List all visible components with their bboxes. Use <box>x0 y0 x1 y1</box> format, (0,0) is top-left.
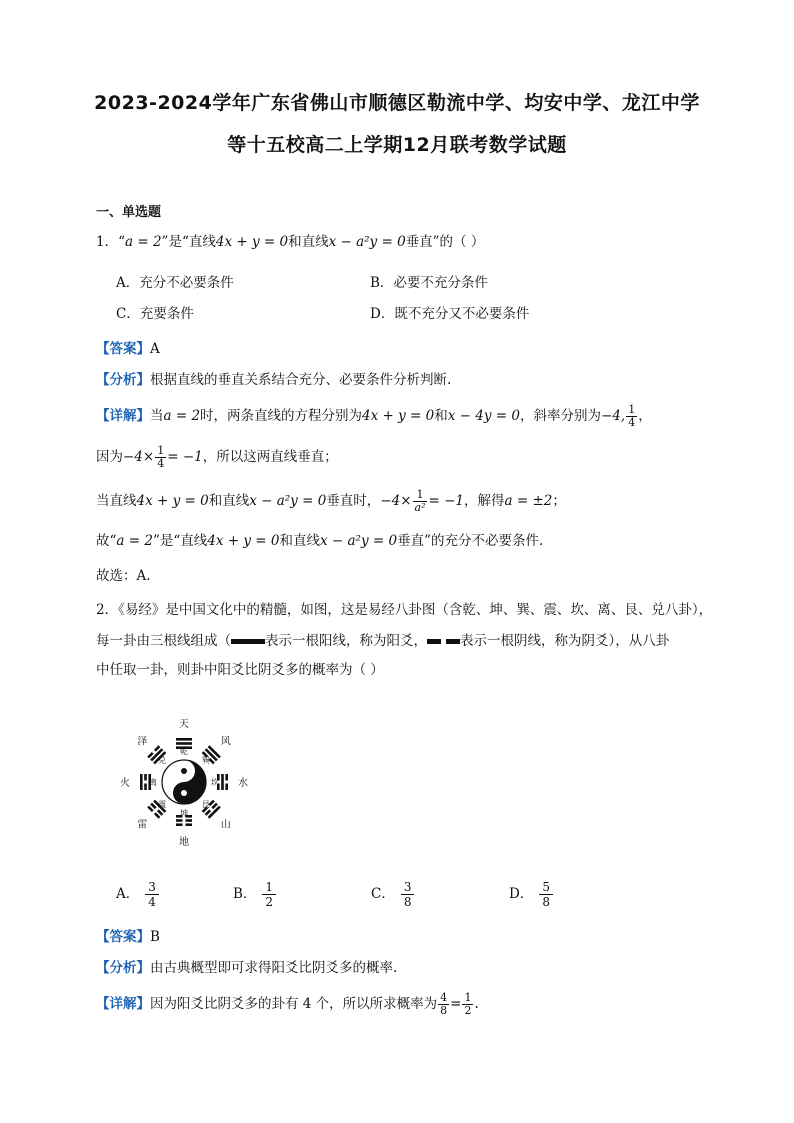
trigram-nature-label: 雷 <box>137 819 148 831</box>
math: = −1 <box>428 493 464 509</box>
q1-choose: 故选：A. <box>96 568 151 584</box>
math: −4, <box>600 408 626 424</box>
fraction <box>462 992 473 1017</box>
q1-detail-line1 <box>96 404 652 429</box>
fraction-num: 1 <box>262 880 276 895</box>
text: 当直线 <box>96 493 137 509</box>
fraction <box>413 489 428 514</box>
q2-option-b <box>233 880 276 909</box>
option-label: B． <box>233 886 257 902</box>
yin-line-right-icon <box>446 639 460 644</box>
yin-bar <box>186 819 193 822</box>
yang-bar <box>176 742 192 745</box>
fraction-den: 8 <box>542 895 550 909</box>
math: 4x + y = 0 <box>136 493 209 509</box>
trigram-name-label: 巽 <box>201 756 210 766</box>
q1-answer <box>96 339 160 359</box>
q2-stem-line1: 2．《易经》是中国文化中的精髓，如图，这是易经八卦图（含乾、坤、巽、震、坎、离、艮、兑八卦）， <box>96 602 713 618</box>
q1-detail-line3 <box>96 489 566 514</box>
yang-bar <box>221 774 224 790</box>
fraction-num: 1 <box>464 991 472 1004</box>
q2-analysis <box>96 958 397 978</box>
fraction <box>438 992 449 1017</box>
trigram-name-label: 震 <box>158 799 167 809</box>
text: ”是“直线 <box>152 533 208 549</box>
option-label: C． <box>371 886 395 902</box>
text: 因为 <box>96 449 123 465</box>
trigram-nature-label: 风 <box>220 736 231 748</box>
text: 时，两条直线的方程分别为 <box>200 408 363 424</box>
trigram-name-label: 乾 <box>180 747 188 756</box>
math: 4x + y = 0 <box>362 408 435 424</box>
text: ，斜率分别为 <box>519 408 601 424</box>
q1-detail-line4 <box>96 531 543 551</box>
q1-analysis <box>96 370 451 390</box>
math: x − a²y = 0 <box>319 533 398 549</box>
option-fraction <box>145 880 159 909</box>
option-fraction <box>262 880 276 909</box>
yin-bar <box>144 784 147 791</box>
trigram-name-label: 离 <box>149 778 157 787</box>
fraction-num: 1 <box>628 403 636 416</box>
analysis-tag: 【分析】 <box>96 372 150 388</box>
analysis-tag: 【分析】 <box>96 960 150 976</box>
doc-title-line2: 等十五校高二上学期12月联考数学试题 <box>227 134 567 156</box>
yin-bar <box>186 823 193 826</box>
fraction-num: 5 <box>539 880 553 895</box>
option-fraction <box>401 880 415 909</box>
math: x − a²y = 0 <box>249 493 327 509</box>
text: ，解得 <box>464 493 505 509</box>
text: . <box>474 996 479 1012</box>
fraction-num: 3 <box>401 880 415 895</box>
q2-option-a <box>116 880 159 909</box>
q1-stem-math: a = 2 <box>125 234 162 250</box>
bagua-diagram <box>120 706 258 854</box>
q2-stem-line2 <box>96 631 669 651</box>
q1-option-c: C．充要条件 <box>116 306 194 322</box>
text: = <box>450 996 462 1012</box>
trigram-nature-label: 泽 <box>137 736 148 748</box>
text: 垂直时， <box>326 493 381 509</box>
answer-value: A <box>150 341 160 357</box>
q1-stem-text: ”是“直线 <box>161 234 216 250</box>
doc-title-line1: 2023-2024学年广东省佛山市顺德区勒流中学、均安中学、龙江中学 <box>94 92 700 114</box>
trigram-nature-label: 火 <box>120 778 130 789</box>
math: = −1 <box>167 449 203 465</box>
fraction-num: 4 <box>440 991 448 1004</box>
q1-stem-text: 1．“ <box>96 234 125 250</box>
text: 故“ <box>96 533 117 549</box>
yang-bar <box>140 774 143 790</box>
trigram-nature-label: 天 <box>179 719 189 730</box>
q2-stem-line3: 中任取一卦，则卦中阳爻比阴爻多的概率为（ ） <box>96 662 384 678</box>
text: 垂直”的充分不必要条件. <box>397 533 544 549</box>
yang-line-icon <box>231 639 265 644</box>
detail-tag: 【详解】 <box>96 408 150 424</box>
answer-tag: 【答案】 <box>96 929 150 945</box>
text: 表示一根阴线，称为阴爻），从八卦 <box>460 633 670 649</box>
fraction-den: 4 <box>628 416 636 429</box>
yin-line-left-icon <box>427 639 441 644</box>
text: ，所以这两直线垂直； <box>202 449 338 465</box>
text: ； <box>552 493 566 509</box>
trigram-nature-label: 山 <box>220 819 231 831</box>
fraction-den: 8 <box>440 1004 448 1017</box>
fraction <box>155 445 166 470</box>
text: 因为阳爻比阴爻多的卦有 4 个，所以所求概率为 <box>150 996 438 1012</box>
fraction <box>626 404 637 429</box>
analysis-text: 根据直线的垂直关系结合充分、必要条件分析判断. <box>150 372 452 388</box>
yin-bar <box>176 819 183 822</box>
trigram-name-label: 兑 <box>158 756 167 766</box>
fraction-den: a² <box>414 501 426 514</box>
text: 当 <box>150 408 164 424</box>
math: −4× <box>380 493 412 509</box>
fraction-num: 1 <box>413 489 428 502</box>
taiji-dot-dark <box>181 768 187 774</box>
math: a = 2 <box>116 533 153 549</box>
fraction-den: 8 <box>403 895 412 909</box>
text: ， <box>638 408 652 424</box>
trigram-name-label: 坎 <box>211 778 219 787</box>
fraction-den: 2 <box>464 1004 472 1017</box>
math: x − 4y = 0 <box>447 408 520 424</box>
q2-detail <box>96 992 479 1017</box>
taiji-symbol <box>162 760 206 804</box>
option-label: A． <box>116 886 140 902</box>
q1-stem <box>96 232 484 252</box>
fraction-num: 3 <box>145 880 159 895</box>
yin-bar <box>144 774 147 781</box>
q1-detail-line2 <box>96 445 338 470</box>
yin-bar <box>225 784 228 791</box>
fraction-num: 1 <box>157 444 165 457</box>
text: 表示一根阳线，称为阳爻， <box>265 633 427 649</box>
q1-option-b: B．必要不充分条件 <box>370 275 488 291</box>
math: 4x + y = 0 <box>207 533 280 549</box>
q1-stem-math: 4x + y = 0 <box>215 234 289 250</box>
trigram-name-label: 坤 <box>180 809 188 818</box>
option-fraction <box>539 880 553 909</box>
q1-stem-text: 和直线 <box>288 234 329 250</box>
math: a = ±2 <box>504 493 553 509</box>
yang-bar <box>176 738 192 741</box>
q2-answer <box>96 927 160 947</box>
section-heading: 一、单选题 <box>96 205 162 220</box>
q2-option-d <box>509 880 553 909</box>
q1-option-a: A．充分不必要条件 <box>116 275 234 291</box>
answer-value: B <box>150 929 160 945</box>
yin-bar <box>176 823 183 826</box>
math: a = 2 <box>163 408 201 424</box>
q1-stem-text: 垂直”的（ ） <box>405 234 485 250</box>
math: −4× <box>123 449 155 465</box>
analysis-text: 由古典概型即可求得阳爻比阴爻多的概率. <box>150 960 398 976</box>
q1-stem-math: x − a²y = 0 <box>328 234 406 250</box>
yin-bar <box>225 774 228 781</box>
text: 和直线 <box>208 493 250 509</box>
fraction-den: 4 <box>148 895 156 909</box>
taiji-dot-light <box>181 790 187 796</box>
fraction-den: 2 <box>265 895 274 909</box>
detail-tag: 【详解】 <box>96 996 150 1012</box>
text: 和 <box>434 408 448 424</box>
fraction-den: 4 <box>157 457 165 470</box>
text: 和直线 <box>279 533 320 549</box>
answer-tag: 【答案】 <box>96 341 150 357</box>
text: 每一卦由三根线组成（ <box>96 633 231 649</box>
q1-option-d: D．既不充分又不必要条件 <box>370 306 530 322</box>
q2-option-c <box>371 880 414 909</box>
trigram-nature-label: 水 <box>238 778 248 789</box>
trigram-name-label: 艮 <box>201 799 210 809</box>
trigram-nature-label: 地 <box>179 837 189 848</box>
option-label: D． <box>509 886 534 902</box>
